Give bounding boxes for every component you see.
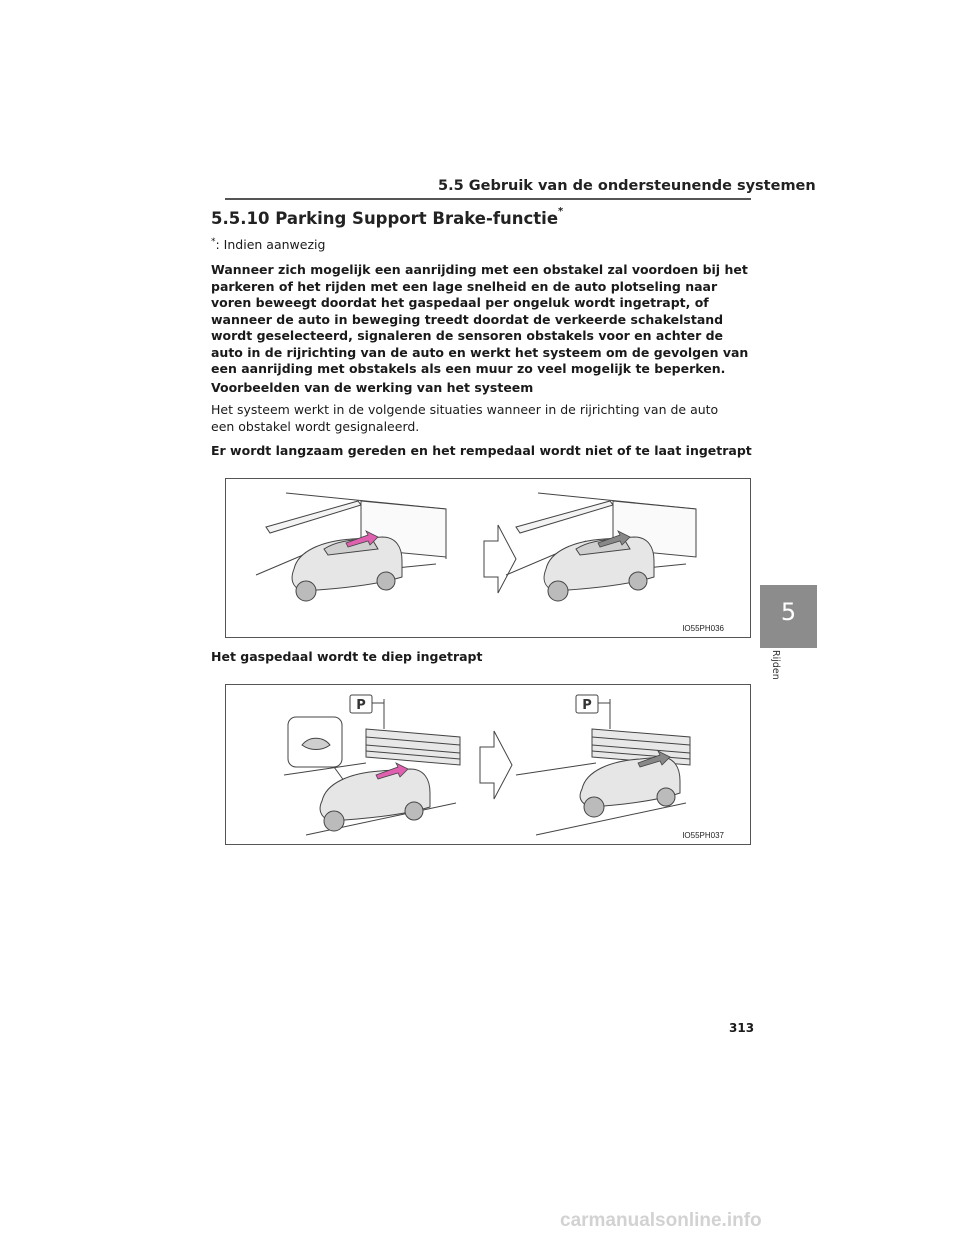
case2-heading: Het gaspedaal wordt te diep ingetrapt (211, 649, 483, 664)
footnote (211, 237, 325, 252)
intro-paragraph: Wanneer zich mogelijk een aanrijding met een obstakel zal voordoen bij het parkeren of het rijden met een lage snelheid en de auto plotseling naar voren beweegt doordat het gaspedaal per ongeluk wordt ingetrapt, of wanneer de auto in beweging treedt doordat de verkeerde schakelstand wordt geselecteerd, signaleren de sensoren obstakels voor en achter de auto in de rijrichting van de auto en werkt het systeem om de gevolgen van een aanrijding met obstakels als een muur zo veel mogelijk te beperken. (211, 262, 749, 376)
figure-slow-driving (225, 478, 751, 638)
parking-sign-letter: P (356, 698, 366, 713)
heading-marker: * (558, 206, 564, 217)
watermark: carmanualsonline.info (560, 1210, 762, 1231)
section-heading (211, 206, 564, 228)
illustration-car-parking (226, 685, 750, 844)
figure-code: IO55PH037 (682, 831, 724, 840)
chapter-label-text: Rijden (770, 650, 781, 680)
header-divider (225, 198, 751, 200)
parking-sign-letter: P (582, 698, 592, 713)
figure-accelerator-pressed (225, 684, 751, 845)
examples-heading: Voorbeelden van de werking van het systeem (211, 380, 534, 395)
footnote-marker: * (211, 237, 216, 247)
case1-heading: Er wordt langzaam gereden en het rempedaal wordt niet of te laat ingetrapt (211, 443, 752, 458)
figure-code: IO55PH036 (682, 624, 724, 633)
page-number: 313 (729, 1021, 755, 1035)
footnote-text: : Indien aanwezig (215, 237, 326, 253)
heading-text: 5.5.10 Parking Support Brake-functie (211, 209, 559, 228)
chapter-label (769, 650, 783, 690)
chapter-number: 5 (780, 598, 797, 626)
section-header: 5.5 Gebruik van de ondersteunende systemen (438, 178, 816, 194)
illustration-car-wall (226, 479, 750, 637)
examples-body: Het systeem werkt in de volgende situaties wanneer in de rijrichting van de auto een obstakel wordt gesignaleerd. (211, 402, 719, 434)
